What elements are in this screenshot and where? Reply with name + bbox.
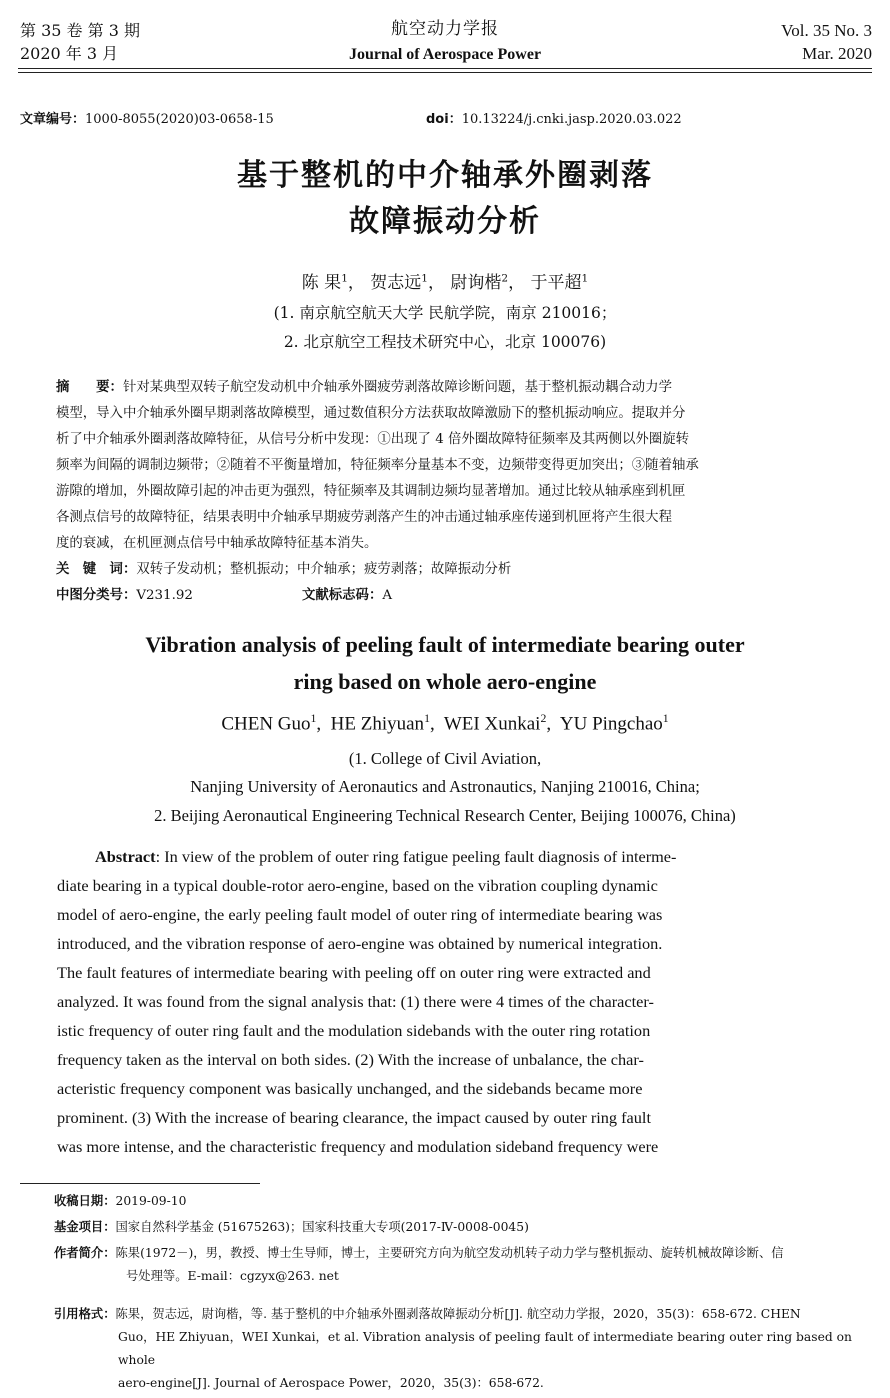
title-en-line1: Vibration analysis of peeling fault of intermediate bearing outer [145, 632, 745, 657]
author-bio: 作者简介：陈果(1972－)，男，教授、博士生导师，博士，主要研究方向为航空发动机转子动力学与整机振动、旋转机械故障诊断、信 号处理等。E-mail：cgzyx@263. net [54, 1246, 784, 1283]
document-code [302, 583, 392, 609]
author-en: YU Pingchao [559, 713, 663, 735]
title-en-line2: ring based on whole aero-engine [293, 669, 597, 694]
document-code-value: A [382, 588, 393, 603]
article-number-value: 1000-8055(2020)03-0658-15 [85, 112, 274, 127]
author-cn: 陈 果 [301, 273, 342, 293]
author-en: WEI Xunkai [443, 713, 541, 735]
volume-issue-en: Vol. 35 No. 3 [781, 21, 872, 40]
article-number [20, 108, 274, 127]
abstract-en: Abstract: In view of the problem of outer ring fatigue peeling fault diagnosis of interme- diate bearing in a typical double-rotor aero-engine, based on the vibration coupling dynamic model of aero-engine, the early peeling fault model of outer ring of intermediate bearing was introduced, and the vibration response of aero-engine was obtained by numerical integration. The fault features of intermediate bearing with peeling off on outer ring were extracted and analyzed. It was found from the signal analysis that: (1) there were 4 times of the character- istic frequency of outer ring fault and the modulation sidebands with the outer ring rotation frequency taken as the interval on both sides. (2) With the increase of unbalance, the char- acteristic frequency component was basically unchanged, and the sidebands became more prominent. (3) With the increase of bearing clearance, the impact caused by outer ring fault was more intense, and the characteristic frequency and modulation sideband frequency were [57, 847, 677, 1156]
clc-value: V231.92 [136, 588, 193, 603]
affiliation-cn-line1: (1. 南京航空航天大学 民航学院，南京 210016； [273, 304, 617, 322]
clc-number [56, 583, 193, 609]
journal-name-en: Journal of Aerospace Power [348, 46, 542, 63]
affiliation-cn-line2: 2. 北京航空工程技术研究中心，北京 100076) [283, 333, 607, 351]
keywords-cn [56, 557, 836, 583]
volume-issue-cn: 第 35 卷 第 3 期 [20, 21, 140, 40]
received-label: 收稿日期： [54, 1194, 116, 1208]
doi-label: doi： [426, 112, 462, 127]
fund-project: 基金项目：国家自然科学基金 (51675263)；国家科技重大专项(2017-Ⅳ-0008-0045) [54, 1220, 529, 1234]
abstract-cn-label: 摘 要： [56, 380, 123, 395]
affiliation-en-line2: Nanjing University of Aeronautics and Astronautics, Nanjing 210016, China; [190, 777, 700, 796]
fund-label: 基金项目： [54, 1220, 116, 1234]
received-date: 收稿日期：2019-09-10 [54, 1194, 187, 1208]
abstract-cn: 摘 要：针对某典型双转子航空发动机中介轴承外圈疲劳剥落故障诊断问题，基于整机振动耦合动力学 模型，导入中介轴承外圈早期剥落故障模型，通过数值积分方法获取故障激励下的整机振动响应。提取并分 析了中介轴承外圈剥落故障特征，从信号分析中发现：①出现了 4 倍外圈故障特征频率及其两侧以外圈旋转 频率为间隔的调制边频带；②随着不平衡量增加，特征频率分量基本不变，边频带变得更加突出；③随着轴承 游隙的增加，外圈故障引起的冲击更为强烈，特征频率及其调制边频均显著增加。通过比较从轴承座到机匣 各测点信号的故障特征，结果表明中介轴承早期疲劳剥落产生的冲击通过轴承座传递到机匣将产生很大程 度的衰减，在机匣测点信号中轴承故障特征基本消失。 [56, 380, 699, 551]
author-cn: 贺志远 [370, 273, 422, 293]
authors-en: CHEN Guo$^1$, HE Zhiyuan$^1$, WEI Xunkai$^2$, YU Pingchao$^1$ [221, 712, 669, 735]
citation: 引用格式：陈果，贺志远，尉询楷，等. 基于整机的中介轴承外圈剥落故障振动分析[J]. 航空动力学报，2020，35(3)：658-672. CHEN Guo，HE Zhiyuan，WEI Xunkai，et al. Vibration analysis of peeling fault of intermediate bearing outer ring based on whole aero-engine[J]. Journal of Aerospace Power，2020，35(3)：658-672. [54, 1307, 852, 1390]
abstract-en-label: Abstract [95, 847, 156, 866]
title-cn-line1: 基于整机的中介轴承外圈剥落 [237, 158, 653, 193]
header-rule [18, 68, 872, 69]
date-cn: 2020 年 3 月 [20, 44, 119, 63]
authors-cn: 陈 果$^1$， 贺志远$^1$， 尉询楷$^2$， 于平超$^1$ [301, 272, 589, 293]
title-cn-line2: 故障振动分析 [349, 204, 541, 239]
keywords-cn-label: 关 键 词： [56, 562, 137, 577]
affiliation-en-line3: 2. Beijing Aeronautical Engineering Technical Research Center, Beijing 100076, China) [154, 806, 736, 825]
date-en: Mar. 2020 [802, 44, 872, 63]
author-en: CHEN Guo [221, 713, 311, 735]
cite-label: 引用格式： [54, 1307, 116, 1321]
author-en: HE Zhiyuan [330, 713, 425, 735]
document-code-label: 文献标志码： [302, 588, 383, 603]
bio-label: 作者简介： [54, 1246, 116, 1260]
header-rule-thin [18, 72, 872, 73]
footnote-rule [20, 1183, 260, 1184]
doi [426, 108, 682, 127]
clc-label: 中图分类号： [56, 588, 137, 603]
author-cn: 于平超 [530, 273, 582, 293]
keywords-cn-value: 双转子发动机；整机振动；中介轴承；疲劳剥落；故障振动分析 [136, 562, 512, 577]
affiliation-en-line1: (1. College of Civil Aviation, [348, 749, 542, 768]
author-cn: 尉询楷 [450, 273, 502, 293]
article-number-label: 文章编号： [20, 112, 86, 127]
doi-value: 10.13224/j.cnki.jasp.2020.03.022 [461, 112, 682, 127]
journal-name-cn: 航空动力学报 [391, 19, 499, 39]
